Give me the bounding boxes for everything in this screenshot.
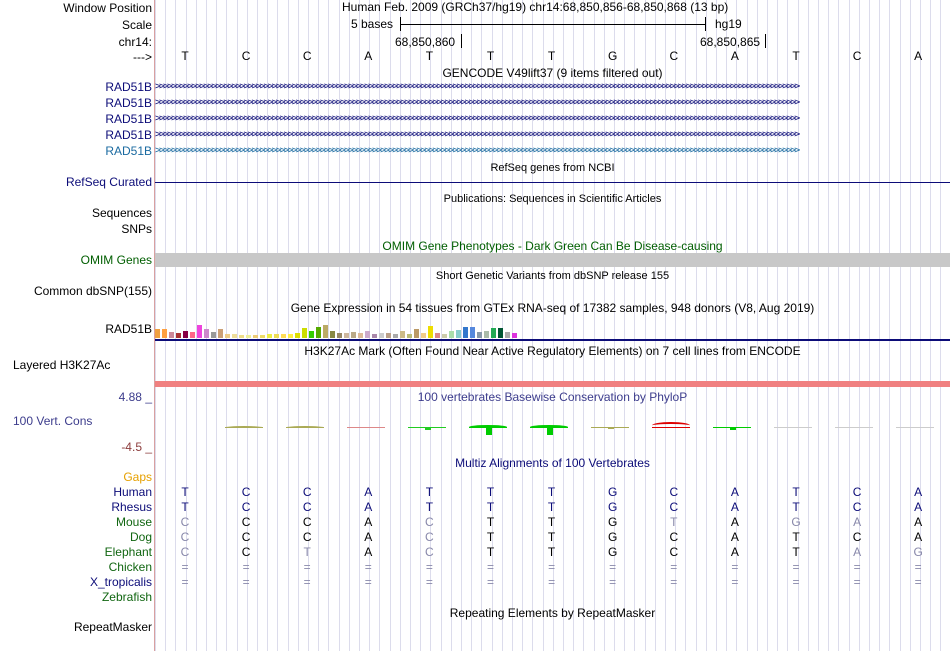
alignment-base: = [792,560,800,574]
reference-base: C [852,49,862,63]
omim-gene-bar[interactable] [155,253,950,267]
alignment-base: T [547,545,556,559]
reference-base: G [608,49,618,63]
phylop-score-bar[interactable] [730,427,736,430]
coordinate-tick [461,34,462,48]
alignment-base: T [792,545,800,559]
alignment-base: = [914,575,922,589]
gtex-tissue-bar[interactable] [414,329,419,338]
dbsnp-track-title: Short Genetic Variants from dbSNP release 155 [435,270,670,282]
gtex-tissue-bar[interactable] [295,333,300,338]
gtex-tissue-bar[interactable] [428,326,433,338]
alignment-base: = [486,560,494,574]
gtex-tissue-bar[interactable] [281,334,286,338]
phylop-score-bar[interactable] [469,425,507,429]
assembly-position-text: Human Feb. 2009 (GRCh37/hg19) chr14:68,850,856-68,850,868 (13 bp) [342,0,729,14]
reference-base: T [792,49,800,63]
alignment-base: = [914,560,922,574]
alignment-base: C [302,530,312,544]
alignment-base: A [364,530,373,544]
reference-base: T [547,49,556,63]
gtex-tissue-bar[interactable] [477,332,482,338]
alignment-base: A [730,530,739,544]
alignment-base: C [180,530,190,544]
alignment-base: = [181,575,189,589]
alignment-base: T [303,545,311,559]
alignment-base: = [853,575,861,589]
alignment-base: C [241,530,251,544]
alignment-base: = [731,575,739,589]
reference-base: A [914,49,923,63]
gtex-tissue-bar[interactable] [225,334,230,338]
h3k27ac-signal-bar[interactable] [155,381,950,387]
alignment-base: = [425,560,433,574]
reference-base: T [425,49,434,63]
gtex-tissue-bar[interactable] [386,333,391,338]
gtex-tissue-bar[interactable] [456,330,461,338]
alignment-base: T [792,500,800,514]
alignment-base: = [609,575,617,589]
alignment-base: G [608,545,618,559]
strand-arrow-label: ---> [133,50,152,64]
alignment-base: T [486,485,495,499]
alignment-base: T [547,485,556,499]
alignment-base: = [853,560,861,574]
gtex-tissue-bar[interactable] [351,332,356,338]
refseq-track-title: RefSeq genes from NCBI [490,162,615,174]
alignment-base: G [608,515,618,529]
reference-base: T [181,49,189,63]
gtex-tissue-bar[interactable] [204,329,209,338]
phylop-score-bar[interactable] [652,422,690,429]
alignment-base: T [547,530,556,544]
species-label-mouse: Mouse [115,515,152,529]
multiz-track-title: Multiz Alignments of 100 Vertebrates [455,456,650,470]
gtex-tissue-bar[interactable] [400,331,405,338]
alignment-base: = [548,560,556,574]
alignment-base: A [364,500,373,514]
alignment-base: A [364,545,373,559]
gtex-tissue-bar[interactable] [372,334,377,338]
gtex-tissue-bar[interactable] [260,335,265,338]
alignment-base: T [425,500,434,514]
gtex-tissue-bar[interactable] [407,334,412,338]
alignment-base: A [853,545,862,559]
gtex-tissue-bar[interactable] [442,334,447,338]
alignment-base: A [730,515,739,529]
omim-genes-label[interactable]: OMIM Genes [80,253,152,267]
gtex-tissue-bar[interactable] [498,328,503,338]
gtex-tissue-bar[interactable] [484,331,489,338]
omim-track-title: OMIM Gene Phenotypes - Dark Green Can Be Disease-causing [382,239,723,253]
species-label-chicken: Chicken [108,560,152,574]
species-label-zebrafish: Zebrafish [101,590,152,604]
phylop-min-label: -4.5 _ [121,440,152,454]
gtex-tissue-bar[interactable] [463,327,468,338]
gtex-tissue-bar[interactable] [302,328,307,338]
alignment-base: = [303,575,311,589]
alignment-base: = [670,575,678,589]
alignment-base: G [608,485,618,499]
alignment-base: T [181,485,189,499]
reference-base: C [302,49,312,63]
alignment-base: C [241,515,251,529]
gtex-tissue-bar[interactable] [288,334,293,338]
repeatmasker-track-title: Repeating Elements by RepeatMasker [449,606,656,620]
coordinate-tick [765,34,766,48]
gencode-item-label[interactable]: RAD51B [105,80,152,94]
refseq-curated-label[interactable]: RefSeq Curated [65,175,152,189]
gencode-transcript[interactable]: >>>>>>>>>>>>>>>>>>>>>>>>>>>>>>>>>>>>>>>>>>>>>>>>>>>>>>>>>>>>>>>>>>>>>>>>>>>>>>>>>>>>>>>>>>>>>>>>>>>>>>>>>>>>>>>>>>>>>>>>>>>>>>>>>>>>>>>>>>>>>>>>>>>>>>>>>>>>>>>> [155,146,799,155]
scale-bar-tick [400,17,401,31]
h3k27ac-label[interactable]: Layered H3K27Ac [13,358,111,372]
gtex-tissue-bar[interactable] [190,332,195,338]
alignment-base: T [547,500,556,514]
alignment-base: C [241,545,251,559]
gtex-tissue-bar[interactable] [330,331,335,338]
alignment-base: C [180,515,190,529]
gtex-tissue-bar[interactable] [491,328,496,338]
alignment-base: = [486,575,494,589]
alignment-base: A [364,485,373,499]
species-label-elephant: Elephant [104,545,152,559]
scale-bar [400,24,706,25]
alignment-base: A [730,545,739,559]
track-labels-column [0,0,155,651]
alignment-base: = [425,575,433,589]
alignment-base: T [486,515,495,529]
gtex-tissue-bar[interactable] [218,329,223,338]
alignment-base: = [364,575,372,589]
gtex-tissue-bar[interactable] [155,329,160,338]
alignment-base: = [364,560,372,574]
gtex-gene-label[interactable]: RAD51B [105,322,152,336]
scale-bar-assembly: hg19 [715,17,742,31]
gtex-gene-line [155,339,950,341]
reference-base: C [241,49,251,63]
alignment-base: C [302,500,312,514]
alignment-base: A [364,515,373,529]
gtex-tissue-bar[interactable] [162,329,167,338]
alignment-base: = [242,560,250,574]
gtex-tissue-bar[interactable] [337,333,342,338]
alignment-base: T [486,545,495,559]
alignment-base: C [669,485,679,499]
gtex-tissue-bar[interactable] [505,332,510,338]
alignment-base: = [731,560,739,574]
alignment-base: G [913,545,923,559]
gencode-transcript[interactable]: >>>>>>>>>>>>>>>>>>>>>>>>>>>>>>>>>>>>>>>>>>>>>>>>>>>>>>>>>>>>>>>>>>>>>>>>>>>>>>>>>>>>>>>>>>>>>>>>>>>>>>>>>>>>>>>>>>>>>>>>>>>>>>>>>>>>>>>>>>>>>>>>>>>>>>>>>>>>>>>> [155,98,799,107]
gtex-tissue-bar[interactable] [421,333,426,338]
scale-bar-tick [705,17,706,31]
alignment-base: T [792,530,800,544]
alignment-base: C [852,530,862,544]
alignment-base: C [180,545,190,559]
alignment-base: = [548,575,556,589]
gtex-tissue-bar[interactable] [365,331,370,338]
alignment-base: = [670,560,678,574]
gtex-tissue-bar[interactable] [176,333,181,338]
gtex-tissue-bar[interactable] [253,335,258,338]
gtex-tissue-bar[interactable] [393,334,398,338]
alignment-base: = [303,560,311,574]
species-label-dog: Dog [129,530,152,544]
gtex-tissue-bar[interactable] [358,333,363,338]
alignment-base: A [730,500,739,514]
reference-base: C [669,49,679,63]
gencode-track-title: GENCODE V49lift37 (9 items filtered out) [442,66,663,80]
alignment-base: A [914,500,923,514]
gtex-tissue-bar[interactable] [512,333,517,338]
gencode-item-label[interactable]: RAD51B [105,96,152,110]
alignment-base: T [547,515,556,529]
alignment-base: G [608,500,618,514]
gtex-tissue-bar[interactable] [323,325,328,338]
phylop-max-label: 4.88 _ [118,390,152,404]
gtex-tissue-bar[interactable] [309,331,314,338]
gtex-tissue-bar[interactable] [379,333,384,338]
alignment-base: G [791,515,801,529]
alignment-base: C [302,485,312,499]
reference-base: A [730,49,739,63]
alignment-base: C [669,545,679,559]
reference-base: A [364,49,373,63]
phylop-track-title: 100 vertebrates Basewise Conservation by PhyloP [417,390,688,404]
alignment-base: C [425,515,434,529]
alignment-base: T [486,530,495,544]
h3k27ac-track-title: H3K27Ac Mark (Often Found Near Active Regulatory Elements) on 7 cell lines from ENCODE [304,344,801,358]
alignment-base: A [914,530,923,544]
species-label-rhesus: Rhesus [111,500,152,514]
publications-track-title: Publications: Sequences in Scientific Articles [443,193,662,205]
gtex-tissue-bar[interactable] [232,334,237,338]
alignment-base: A [914,485,923,499]
alignment-base: C [241,485,251,499]
phylop-score-bar[interactable] [225,426,263,429]
gencode-item-label[interactable]: RAD51B [105,144,152,158]
gencode-transcript[interactable]: >>>>>>>>>>>>>>>>>>>>>>>>>>>>>>>>>>>>>>>>>>>>>>>>>>>>>>>>>>>>>>>>>>>>>>>>>>>>>>>>>>>>>>>>>>>>>>>>>>>>>>>>>>>>>>>>>>>>>>>>>>>>>>>>>>>>>>>>>>>>>>>>>>>>>>>>>>>>>>>> [155,114,799,123]
common-dbsnp-label[interactable]: Common dbSNP(155) [33,284,152,298]
gtex-tissue-bar[interactable] [197,325,202,338]
gencode-transcript[interactable]: >>>>>>>>>>>>>>>>>>>>>>>>>>>>>>>>>>>>>>>>>>>>>>>>>>>>>>>>>>>>>>>>>>>>>>>>>>>>>>>>>>>>>>>>>>>>>>>>>>>>>>>>>>>>>>>>>>>>>>>>>>>>>>>>>>>>>>>>>>>>>>>>>>>>>>>>>>>>>>>> [155,82,799,91]
phylop-baseline [835,427,873,428]
alignment-base: T [425,485,434,499]
gtex-tissue-bar[interactable] [316,327,321,338]
gencode-transcript[interactable]: >>>>>>>>>>>>>>>>>>>>>>>>>>>>>>>>>>>>>>>>>>>>>>>>>>>>>>>>>>>>>>>>>>>>>>>>>>>>>>>>>>>>>>>>>>>>>>>>>>>>>>>>>>>>>>>>>>>>>>>>>>>>>>>>>>>>>>>>>>>>>>>>>>>>>>>>>>>>>>>> [155,130,799,139]
alignment-base: = [242,575,250,589]
scale-bar-text: 5 bases [351,17,394,31]
gtex-track-title: Gene Expression in 54 tissues from GTEx RNA-seq of 17382 samples, 948 donors (V8, Aug 2019) [290,301,815,315]
reference-base: T [486,49,495,63]
alignment-base: = [792,575,800,589]
gtex-tissue-bar[interactable] [183,331,188,338]
gencode-item-label[interactable]: RAD51B [105,128,152,142]
phylop-score-bar[interactable] [425,427,431,430]
gaps-label: Gaps [123,470,152,484]
phylop-score-bar[interactable] [608,427,614,429]
refseq-gene-line[interactable] [155,182,950,183]
phylop-baseline [774,427,812,428]
alignment-base: C [669,530,679,544]
alignment-base: C [302,515,312,529]
alignment-base: A [730,485,739,499]
alignment-base: C [852,500,862,514]
gtex-tissue-bar[interactable] [344,333,349,338]
sequences-label[interactable]: Sequences [91,206,152,220]
alignment-base: T [486,500,495,514]
gtex-tissue-bar[interactable] [274,334,279,338]
gtex-tissue-bar[interactable] [267,334,272,338]
alignment-base: C [241,500,251,514]
chromosome-label: chr14: [118,35,152,49]
window-position-label: Window Position [63,1,152,15]
alignment-base: C [852,485,862,499]
scale-label: Scale [121,18,152,32]
phylop-baseline [896,427,934,428]
alignment-base: = [609,560,617,574]
alignment-base: T [792,485,800,499]
coordinate-label: 68,850,860 [395,35,456,49]
phylop-score-bar[interactable] [530,425,568,429]
snps-label[interactable]: SNPs [121,222,152,236]
gtex-tissue-bar[interactable] [239,335,244,338]
alignment-base: G [608,530,618,544]
species-label-xtropicalis: X_tropicalis [89,575,152,589]
coordinate-label: 68,850,865 [700,35,761,49]
alignment-base: T [181,500,189,514]
alignment-base: A [853,515,862,529]
gtex-tissue-bar[interactable] [435,333,440,338]
repeatmasker-label[interactable]: RepeatMasker [73,620,152,634]
gtex-tissue-bar[interactable] [449,331,454,338]
gencode-item-label[interactable]: RAD51B [105,112,152,126]
gtex-tissue-bar[interactable] [211,332,216,338]
track-image-area[interactable] [155,0,950,651]
phylop-score-bar[interactable] [364,427,370,428]
gtex-tissue-bar[interactable] [169,332,174,338]
alignment-base: C [669,500,679,514]
phylop-track-label[interactable]: 100 Vert. Cons [13,414,93,428]
gtex-tissue-bar[interactable] [470,327,475,338]
alignment-base: T [670,515,678,529]
alignment-base: A [914,515,923,529]
gtex-tissue-bar[interactable] [246,335,251,338]
alignment-base: = [181,560,189,574]
alignment-base: C [425,530,434,544]
species-label-human: Human [113,485,152,499]
alignment-base: C [425,545,434,559]
phylop-score-bar[interactable] [286,426,324,429]
